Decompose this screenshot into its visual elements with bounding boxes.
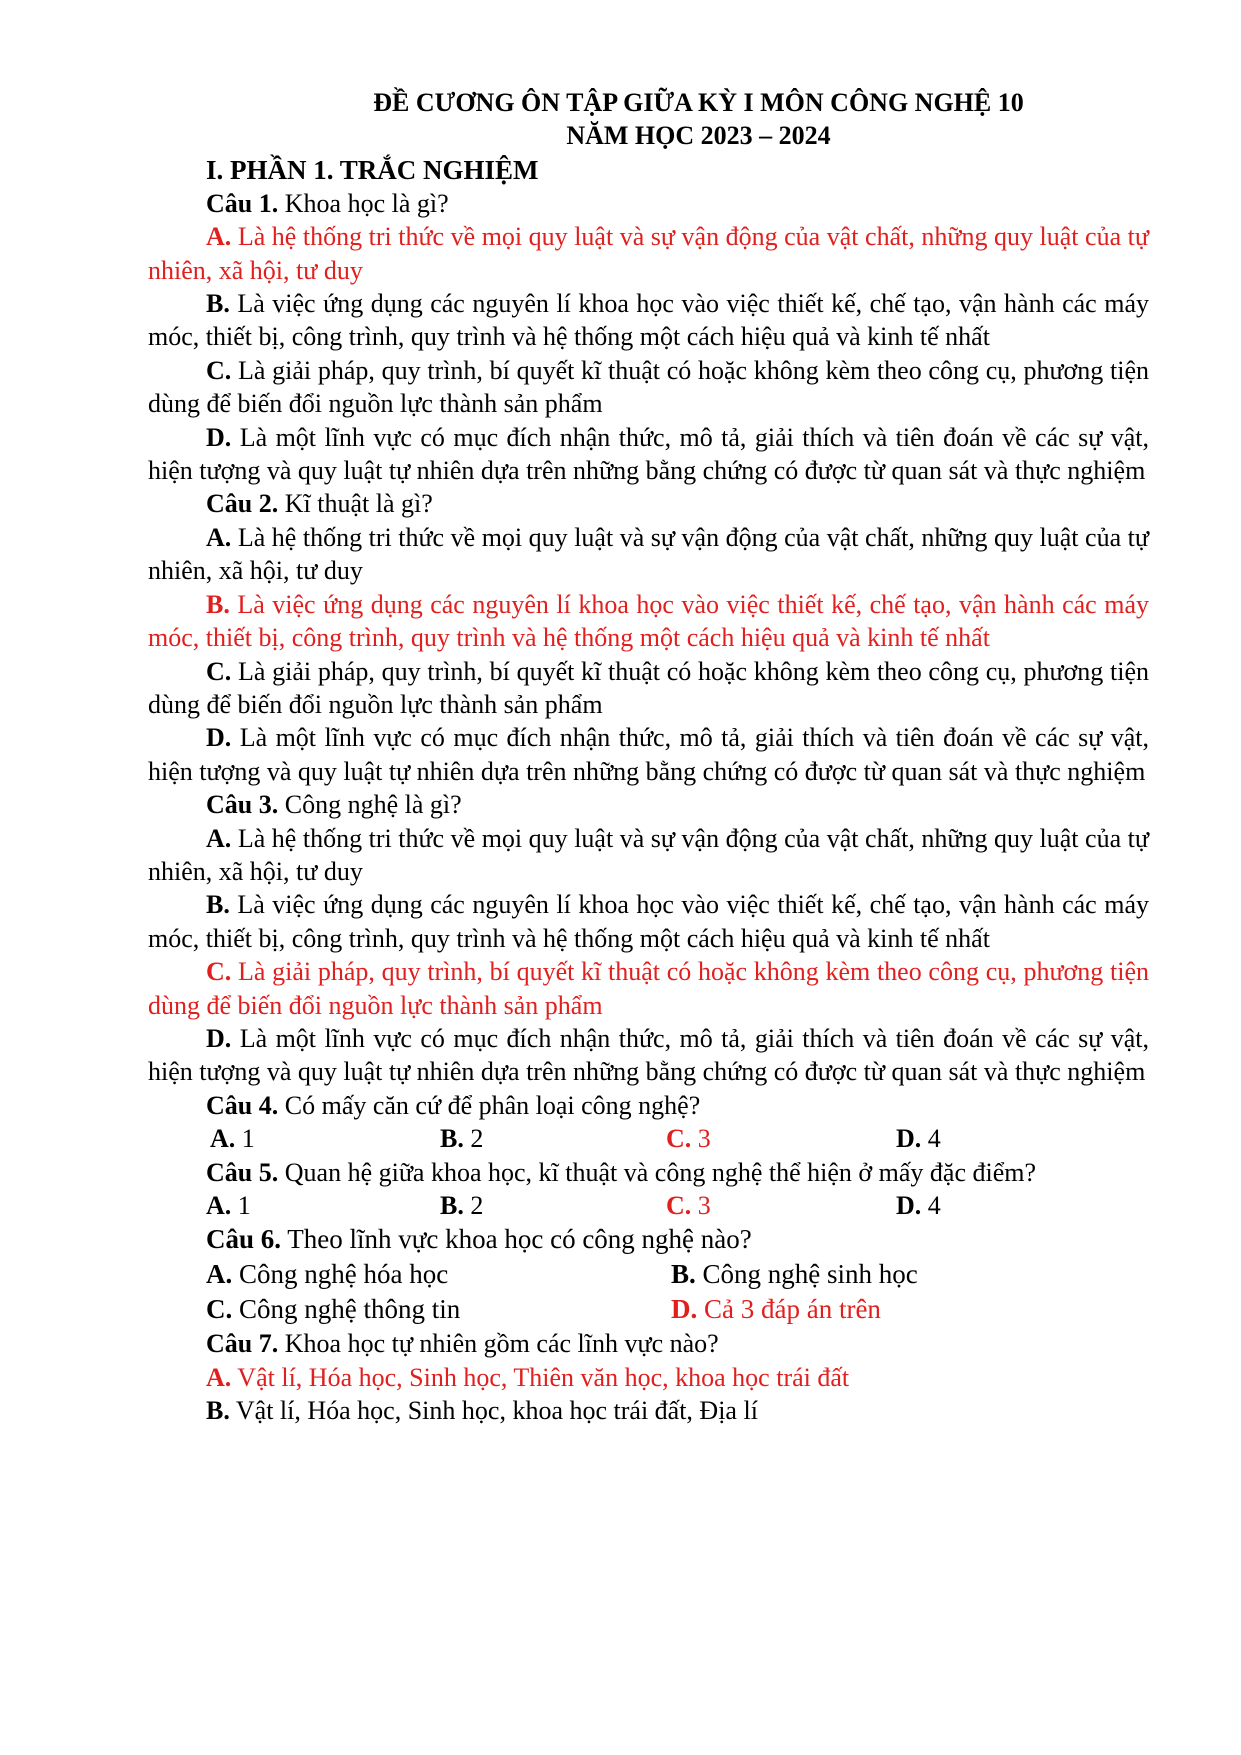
document-title bbox=[148, 86, 1149, 153]
option-key: B. bbox=[206, 890, 230, 920]
question-5 bbox=[148, 1156, 1149, 1189]
option-text: Vật lí, Hóa học, Sinh học, Thiên văn học, khoa học trái đất bbox=[231, 1362, 850, 1392]
option-3c bbox=[148, 955, 1149, 1022]
option-2b bbox=[148, 588, 1149, 655]
option-text: Cả 3 đáp án trên bbox=[697, 1294, 881, 1325]
title-line-2: NĂM HỌC 2023 – 2024 bbox=[566, 121, 831, 151]
option-7a bbox=[148, 1361, 1149, 1394]
option-text: Là việc ứng dụng các nguyên lí khoa học vào việc thiết kế, chế tạo, vận hành các máy móc, thiết bị, công trình, quy trình và hệ thống một cách hiệu quả và kinh tế nhất bbox=[148, 890, 1149, 953]
option-4a bbox=[210, 1122, 440, 1155]
options-row-4 bbox=[148, 1122, 1149, 1155]
option-4d bbox=[896, 1122, 1126, 1155]
section-heading: I. PHẦN 1. TRẮC NGHIỆM bbox=[206, 154, 539, 185]
option-key: C. bbox=[666, 1191, 692, 1220]
title-line-1: ĐỀ CƯƠNG ÔN TẬP GIỮA KỲ I MÔN CÔNG NGHỆ 10 bbox=[373, 88, 1024, 117]
option-key: C. bbox=[666, 1124, 692, 1154]
option-text: Công nghệ sinh học bbox=[695, 1259, 918, 1290]
option-key: C. bbox=[206, 1294, 233, 1325]
option-text: Là giải pháp, quy trình, bí quyết kĩ thuật có hoặc không kèm theo công cụ, phương tiện dùng để biến đổi nguồn lực thành sản phẩm bbox=[148, 656, 1149, 719]
option-text: Là giải pháp, quy trình, bí quyết kĩ thuật có hoặc không kèm theo công cụ, phương tiện dùng để biến đổi nguồn lực thành sản phẩm bbox=[148, 355, 1149, 419]
question-text: Quan hệ giữa khoa học, kĩ thuật và công nghệ thể hiện ở mấy đặc điểm? bbox=[278, 1157, 1037, 1187]
option-text: 1 bbox=[231, 1191, 251, 1220]
question-2 bbox=[148, 487, 1149, 520]
option-5d bbox=[896, 1189, 1126, 1222]
question-number: Câu 6. bbox=[206, 1224, 282, 1255]
question-1 bbox=[148, 187, 1149, 220]
option-5c bbox=[666, 1189, 896, 1222]
option-key: D. bbox=[206, 723, 232, 753]
option-text: Là hệ thống tri thức về mọi quy luật và sự vận động của vật chất, những quy luật của tự nhiên, xã hội, tư duy bbox=[148, 222, 1149, 285]
option-1c bbox=[148, 354, 1149, 421]
option-4b bbox=[440, 1122, 666, 1155]
option-4c bbox=[666, 1122, 896, 1155]
option-key: B. bbox=[671, 1259, 696, 1290]
option-text: 2 bbox=[463, 1191, 484, 1220]
option-key: A. bbox=[206, 1362, 232, 1392]
option-text: 2 bbox=[463, 1124, 484, 1154]
question-text: Có mấy căn cứ để phân loại công nghệ? bbox=[278, 1090, 701, 1120]
option-key: A. bbox=[206, 1259, 233, 1290]
option-2a bbox=[148, 521, 1149, 588]
option-key: A. bbox=[206, 1191, 232, 1220]
option-key: D. bbox=[896, 1191, 922, 1220]
question-text: Khoa học là gì? bbox=[278, 188, 449, 218]
option-text: Công nghệ thông tin bbox=[232, 1294, 461, 1325]
option-text: Vật lí, Hóa học, Sinh học, khoa học trái đất, Địa lí bbox=[229, 1396, 758, 1426]
option-text: Là việc ứng dụng các nguyên lí khoa học vào việc thiết kế, chế tạo, vận hành các máy móc, thiết bị, công trình, quy trình và hệ thống một cách hiệu quả và kinh tế nhất bbox=[148, 589, 1149, 653]
option-key: B. bbox=[440, 1124, 464, 1154]
option-key: A. bbox=[206, 823, 232, 853]
option-6d bbox=[671, 1292, 1136, 1327]
option-text: 4 bbox=[921, 1191, 941, 1220]
question-6 bbox=[148, 1222, 1149, 1257]
option-text: 3 bbox=[691, 1191, 711, 1220]
option-text: 4 bbox=[921, 1124, 941, 1154]
question-number: Câu 3. bbox=[206, 790, 279, 820]
question-number: Câu 1. bbox=[206, 188, 279, 218]
question-text: Kĩ thuật là gì? bbox=[278, 489, 433, 519]
option-2d bbox=[148, 721, 1149, 788]
option-key: C. bbox=[206, 957, 232, 987]
option-1a bbox=[148, 220, 1149, 287]
option-key: B. bbox=[206, 1396, 230, 1426]
option-key: B. bbox=[440, 1191, 464, 1220]
option-3d bbox=[148, 1022, 1149, 1089]
question-number: Câu 2. bbox=[206, 489, 279, 519]
option-key: A. bbox=[210, 1124, 236, 1154]
option-1b bbox=[148, 287, 1149, 354]
question-text: Công nghệ là gì? bbox=[278, 790, 462, 820]
option-text: Là giải pháp, quy trình, bí quyết kĩ thuật có hoặc không kèm theo công cụ, phương tiện dùng để biến đổi nguồn lực thành sản phẩm bbox=[148, 957, 1149, 1020]
option-text: Công nghệ hóa học bbox=[232, 1259, 449, 1290]
question-number: Câu 5. bbox=[206, 1157, 279, 1187]
option-key: A. bbox=[206, 222, 232, 252]
option-7b bbox=[148, 1394, 1149, 1427]
option-text: Là một lĩnh vực có mục đích nhận thức, mô tả, giải thích và tiên đoán về các sự vật, hiện tượng và quy luật tự nhiên dựa trên những bằng chứng có được từ quan sát và thực nghiệm bbox=[148, 723, 1149, 786]
question-7 bbox=[148, 1327, 1149, 1360]
options-row-5 bbox=[148, 1189, 1149, 1222]
question-3 bbox=[148, 788, 1149, 821]
option-text: Là hệ thống tri thức về mọi quy luật và sự vận động của vật chất, những quy luật của tự nhiên, xã hội, tư duy bbox=[148, 522, 1149, 586]
question-number: Câu 4. bbox=[206, 1090, 279, 1120]
option-key: D. bbox=[896, 1124, 922, 1154]
option-key: C. bbox=[206, 355, 232, 385]
option-key: B. bbox=[206, 589, 230, 619]
option-key: A. bbox=[206, 522, 232, 552]
option-text: Là một lĩnh vực có mục đích nhận thức, mô tả, giải thích và tiên đoán về các sự vật, hiện tượng và quy luật tự nhiên dựa trên những bằng chứng có được từ quan sát và thực nghiệm bbox=[148, 422, 1149, 486]
option-text: Là một lĩnh vực có mục đích nhận thức, mô tả, giải thích và tiên đoán về các sự vật, hiện tượng và quy luật tự nhiên dựa trên những bằng chứng có được từ quan sát và thực nghiệm bbox=[148, 1023, 1149, 1087]
option-text: Là hệ thống tri thức về mọi quy luật và sự vận động của vật chất, những quy luật của tự nhiên, xã hội, tư duy bbox=[148, 823, 1149, 886]
option-1d bbox=[148, 421, 1149, 488]
question-number: Câu 7. bbox=[206, 1329, 279, 1359]
option-text: Là việc ứng dụng các nguyên lí khoa học vào việc thiết kế, chế tạo, vận hành các máy móc, thiết bị, công trình, quy trình và hệ thống một cách hiệu quả và kinh tế nhất bbox=[148, 289, 1149, 352]
option-6c bbox=[206, 1292, 671, 1327]
option-3b bbox=[148, 888, 1149, 955]
option-3a bbox=[148, 822, 1149, 889]
options-row-6a bbox=[148, 1257, 1149, 1292]
options-row-6b bbox=[148, 1292, 1149, 1327]
option-text: 3 bbox=[691, 1124, 711, 1154]
option-6a bbox=[206, 1257, 671, 1292]
question-text: Khoa học tự nhiên gồm các lĩnh vực nào? bbox=[278, 1329, 719, 1359]
option-5a bbox=[206, 1189, 440, 1222]
option-key: B. bbox=[206, 289, 230, 319]
option-key: D. bbox=[671, 1294, 698, 1325]
option-5b bbox=[440, 1189, 666, 1222]
option-2c bbox=[148, 655, 1149, 722]
option-key: C. bbox=[206, 656, 232, 686]
option-key: D. bbox=[206, 1023, 232, 1053]
option-text: 1 bbox=[235, 1124, 255, 1154]
option-key: D. bbox=[206, 422, 232, 452]
question-text: Theo lĩnh vực khoa học có công nghệ nào? bbox=[281, 1224, 752, 1255]
question-4 bbox=[148, 1089, 1149, 1122]
option-6b bbox=[671, 1257, 1136, 1292]
